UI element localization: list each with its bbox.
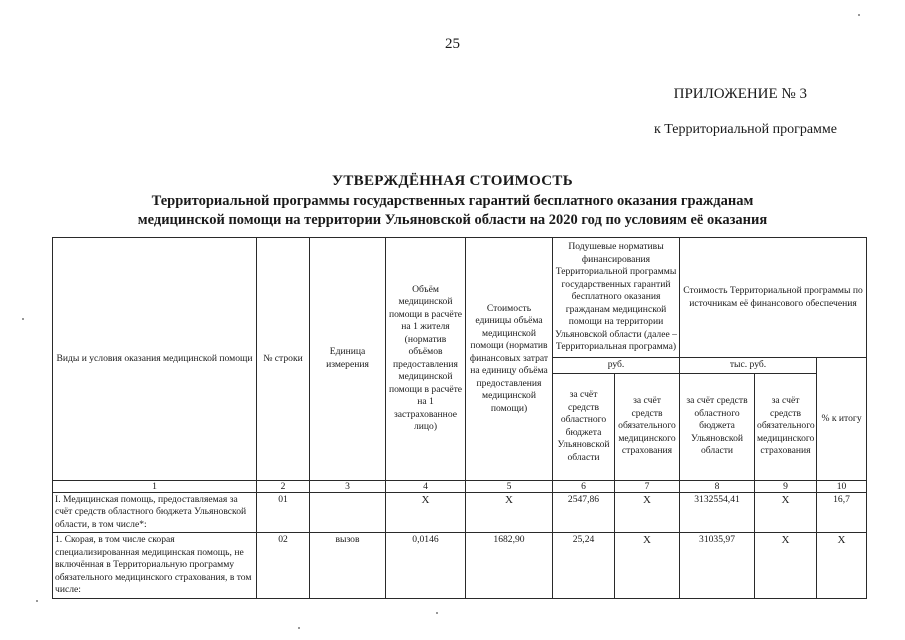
cost-table-container bbox=[52, 237, 866, 599]
column-index: 5 bbox=[466, 480, 553, 492]
column-index: 8 bbox=[680, 480, 755, 492]
scan-speck bbox=[36, 600, 38, 602]
header-row-no: № строки bbox=[257, 238, 310, 481]
document-subtitle bbox=[0, 192, 905, 230]
header-regional-budget-thous: за счёт средств областного бюджета Ульяновской области bbox=[680, 373, 755, 480]
header-unit: Единица измерения bbox=[310, 238, 386, 481]
page-number: 25 bbox=[445, 36, 460, 52]
row-oms-thous: X bbox=[755, 533, 817, 599]
row-budget-rub: 25,24 bbox=[553, 533, 615, 599]
row-budget-thous: 31035,97 bbox=[680, 533, 755, 599]
header-percent: % к итогу bbox=[817, 358, 867, 481]
appendix-subtitle: к Территориальной программе bbox=[653, 122, 837, 137]
row-percent: X bbox=[817, 533, 867, 599]
cost-table bbox=[52, 237, 867, 599]
row-budget-rub: 2547,86 bbox=[553, 492, 615, 533]
header-oms-thous: за счёт средств обязательного медицинского страхования bbox=[755, 373, 817, 480]
header-types: Виды и условия оказания медицинской помощи bbox=[53, 238, 257, 481]
row-percent: 16,7 bbox=[817, 492, 867, 533]
row-cost: 1682,90 bbox=[466, 533, 553, 599]
row-oms-rub: X bbox=[615, 533, 680, 599]
column-index: 9 bbox=[755, 480, 817, 492]
document-title: УТВЕРЖДЁННАЯ СТОИМОСТЬ bbox=[332, 173, 573, 189]
row-volume: 0,0146 bbox=[386, 533, 466, 599]
scan-speck bbox=[436, 612, 438, 614]
column-index: 10 bbox=[817, 480, 867, 492]
column-index: 1 bbox=[53, 480, 257, 492]
scan-speck bbox=[22, 318, 24, 320]
column-index: 6 bbox=[553, 480, 615, 492]
row-volume: X bbox=[386, 492, 466, 533]
row-budget-thous: 3132554,41 bbox=[680, 492, 755, 533]
row-cost: X bbox=[466, 492, 553, 533]
row-unit: вызов bbox=[310, 533, 386, 599]
header-per-capita: Подушевые нормативы финансирования Территориальной программы государственных гарантий бесплатного оказания гражданам медицинской помощи на территории Ульяновской области (далее – Территориальная программа) bbox=[553, 238, 680, 358]
subtitle-line-2: медицинской помощи на территории Ульяновской области на 2020 год по условиям её оказания bbox=[137, 212, 768, 228]
column-index: 7 bbox=[615, 480, 680, 492]
row-name: 1. Скорая, в том числе скорая специализированная медицинская помощь, не включённая в Территориальную программу обязательного медицинского страхования, в том числе: bbox=[53, 533, 257, 599]
row-number: 02 bbox=[257, 533, 310, 599]
scan-speck bbox=[298, 627, 300, 629]
column-index: 2 bbox=[257, 480, 310, 492]
row-oms-thous: X bbox=[755, 492, 817, 533]
scan-speck bbox=[858, 14, 860, 16]
header-program-cost: Стоимость Территориальной программы по источникам её финансового обеспечения bbox=[680, 238, 867, 358]
header-regional-budget-rub: за счёт средств областного бюджета Ульяновской области bbox=[553, 373, 615, 480]
column-index: 4 bbox=[386, 480, 466, 492]
header-thous-rub: тыс. руб. bbox=[680, 358, 817, 374]
row-unit bbox=[310, 492, 386, 533]
header-oms-rub: за счёт средств обязательного медицинского страхования bbox=[615, 373, 680, 480]
row-oms-rub: X bbox=[615, 492, 680, 533]
column-index: 3 bbox=[310, 480, 386, 492]
table-row bbox=[53, 492, 867, 533]
table-row bbox=[53, 533, 867, 599]
appendix-title: ПРИЛОЖЕНИЕ № 3 bbox=[673, 86, 807, 102]
row-name: I. Медицинская помощь, предоставляемая за счёт средств областного бюджета Ульяновской области, в том числе*: bbox=[53, 492, 257, 533]
row-number: 01 bbox=[257, 492, 310, 533]
header-volume: Объём медицинской помощи в расчёте на 1 жителя (норматив объёмов предоставления медицинской помощи в расчёте на 1 застрахованное лицо) bbox=[386, 238, 466, 481]
subtitle-line-1: Территориальной программы государственных гарантий бесплатного оказания гражданам bbox=[151, 193, 754, 209]
header-cost: Стоимость единицы объёма медицинской помощи (норматив финансовых затрат на единицу объёма предоставления медицинской помощи) bbox=[466, 238, 553, 481]
header-rub: руб. bbox=[553, 358, 680, 374]
column-index-row bbox=[53, 480, 867, 492]
